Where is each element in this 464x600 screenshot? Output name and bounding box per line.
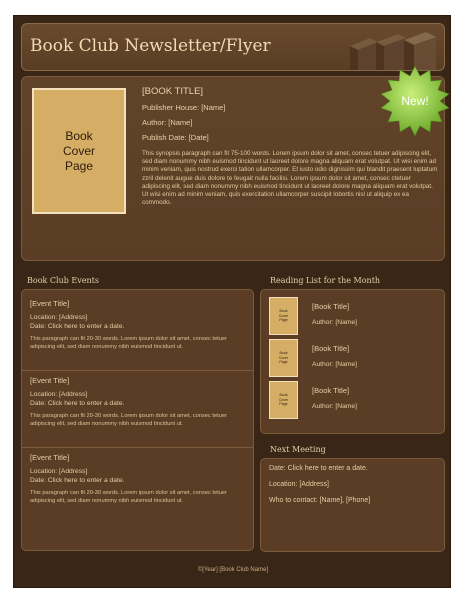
- mini-book-cover[interactable]: [269, 381, 298, 419]
- event-location[interactable]: Location: [Address]: [30, 314, 88, 321]
- event-description[interactable]: This paragraph can fit 20-30 words. Lorem ipsum dolor sit amet, consec tetuer adipiscing elit, sed diam nonummy nibh euismod tincidunt ut.: [30, 490, 227, 504]
- mini-cover-label: Book Cover Page: [278, 309, 289, 323]
- mini-cover-label: Book Cover Page: [278, 393, 289, 407]
- new-badge-icon: [378, 64, 452, 138]
- event-description[interactable]: This paragraph can fit 20-30 words. Lorem ipsum dolor sit amet, consec tetuer adipiscing elit, sed diam nonummy nibh euismod tincidunt ut.: [30, 413, 227, 427]
- event-location[interactable]: Location: [Address]: [30, 468, 88, 475]
- mini-cover-label: Book Cover Page: [278, 351, 289, 365]
- badge-label: New!: [401, 94, 429, 108]
- reading-book-title[interactable]: [Book Title]: [312, 386, 350, 395]
- event-item: [30, 453, 250, 505]
- event-title[interactable]: [Event Title]: [30, 376, 70, 385]
- event-date[interactable]: Date: Click here to enter a date.: [30, 400, 125, 407]
- meeting-date[interactable]: Date: Click here to enter a date.: [269, 465, 368, 472]
- reading-book-author[interactable]: Author: [Name]: [312, 319, 357, 326]
- event-date[interactable]: Date: Click here to enter a date.: [30, 323, 125, 330]
- meeting-contact[interactable]: Who to contact: [Name], [Phone]: [269, 497, 371, 504]
- next-meeting-heading: Next Meeting: [270, 445, 326, 454]
- footer-copyright[interactable]: ©[Year] [Book Club Name]: [197, 567, 269, 573]
- publish-date-field[interactable]: Publish Date: [Date]: [142, 133, 209, 142]
- reading-book-title[interactable]: [Book Title]: [312, 302, 350, 311]
- event-title[interactable]: [Event Title]: [30, 299, 70, 308]
- newsletter-title[interactable]: Book Club Newsletter/Flyer: [30, 36, 271, 56]
- event-divider: [22, 370, 254, 371]
- book-cover-placeholder[interactable]: [32, 88, 126, 214]
- mini-book-cover[interactable]: [269, 297, 298, 335]
- author-field[interactable]: Author: [Name]: [142, 118, 193, 127]
- event-location[interactable]: Location: [Address]: [30, 391, 88, 398]
- cover-label: Book Cover Page: [62, 128, 95, 173]
- event-item: [30, 299, 250, 351]
- reading-list-item: [269, 381, 439, 419]
- reading-list-heading: Reading List for the Month: [270, 276, 381, 285]
- event-divider: [22, 447, 254, 448]
- reading-book-author[interactable]: Author: [Name]: [312, 361, 357, 368]
- events-panel: [21, 289, 254, 551]
- event-item: [30, 376, 250, 428]
- event-title[interactable]: [Event Title]: [30, 453, 70, 462]
- publisher-field[interactable]: Publisher House: [Name]: [142, 103, 226, 112]
- reading-list-item: [269, 297, 439, 335]
- reading-book-author[interactable]: Author: [Name]: [312, 403, 357, 410]
- book-title[interactable]: [BOOK TITLE]: [142, 86, 204, 97]
- reading-book-title[interactable]: [Book Title]: [312, 344, 350, 353]
- reading-list-panel: [260, 289, 445, 434]
- flyer-page: [13, 15, 451, 588]
- mini-book-cover[interactable]: [269, 339, 298, 377]
- meeting-location[interactable]: Location: [Address]: [269, 481, 329, 488]
- event-date[interactable]: Date: Click here to enter a date.: [30, 477, 125, 484]
- events-heading: Book Club Events: [27, 276, 99, 285]
- next-meeting-panel: [260, 458, 445, 552]
- synopsis-paragraph[interactable]: This synopsis paragraph can fit 75-100 words. Lorem ipsum dolor sit amet, consec tetuer adipiscing elit, sed diam nonummy nibh euismod tincidunt ut laoreet dolore magna aliquam erat volutpat. Ut wisi enim ad minim veniam, quis nostrud exerci tation ullamcorper. Et iusto odio dignissim qui blandit praesent luptatum zzril delenit augue duis dolore te feugait nulla facilisi. Lorem ipsum dolor sit amet, consec ctetuer adipiscing elit, sed diam nonummy nibh euismod tincidunt ut laoreet dolore magna aliquam erat volutpat. Ut wisi enim ad minim veniam, quis exercitation ullamcorper suscipit lobortis nisl ut aliquip ex ea commodo.: [142, 150, 438, 207]
- reading-list-item: [269, 339, 439, 377]
- event-description[interactable]: This paragraph can fit 20-30 words. Lorem ipsum dolor sit amet, consec tetuer adipiscing elit, sed diam nonummy nibh euismod tincidunt ut.: [30, 336, 227, 350]
